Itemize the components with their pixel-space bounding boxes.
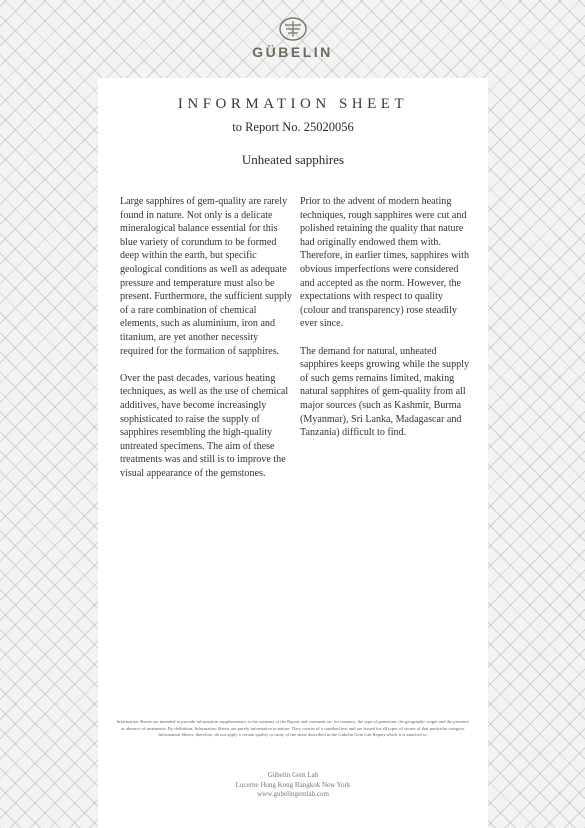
topic-heading: Unheated sapphires: [241, 152, 345, 167]
brand-logo: [0, 16, 585, 60]
lab-name: Gübelin Gem Lab: [267, 771, 319, 779]
footer: [98, 771, 488, 800]
body-column-left: [120, 195, 293, 494]
gubelin-crest-icon: [278, 16, 308, 42]
information-sheet: [98, 78, 488, 828]
paragraph: The demand for natural, unheated sapphires keeps growing while the supply of such gems remains limited, making natural sapphires of gem-quality from all major sources (such as Kashmir, Burma (Myanmar), Sri Lanka, Madagascar and Tanzania) difficult to find.: [300, 345, 470, 439]
website-link[interactable]: www.gubelingemlab.com: [257, 790, 329, 798]
body-column-right: [300, 195, 473, 453]
paragraph: Over the past decades, various heating techniques, as well as the use of chemical additives, have become increasingly sophisticated to raise the supply of sapphires resembling the high-quality untreated specimens. The aim of these treatments was and still is to improve the visual appearance of the gemstones.: [120, 372, 289, 479]
paragraph: Prior to the advent of modern heating techniques, rough sapphires were cut and polished retaining the quality that nature had originally endowed them with. Therefore, in earlier times, sapphires with obvious imperfections were considered and accepted as the norm. However, the expectations with respect to quality (colour and transparency) rose steadily ever since.: [300, 196, 470, 330]
lab-locations: Lucerne Hong Kong Bangkok New York: [235, 780, 351, 789]
report-number: to Report No. 25020056: [232, 120, 354, 134]
paragraph: Large sapphires of gem-quality are rarely found in nature. Not only is a delicate mineralogical balance essential for this blue variety of corundum to be formed deep within the earth, but specific geological conditions as well as adequate pressure and temperature must also be present. Furthermore, the sufficient supply of a rare combination of chemical elements, such as aluminium, iron and titanium, are yet another necessity required for the formation of sapphires.: [120, 196, 292, 357]
brand-name: GÜBELIN: [252, 44, 333, 60]
disclaimer: Information Sheets are intended to provide information supplementary to the contents of the Report and comment on, for instance, the type of gemstone, the geographic origin and the presence or absence of treatments. By definition, Information Sheets are purely informative in nature. They consist of a standard text and are issued for all types of stones of that particular category. Information Sheets, therefore, do not apply a certain quality or rarity of the stone described in the Gübelin Gem Lab Report which it is attached to.: [116, 719, 470, 738]
sheet-title: INFORMATION SHEET: [177, 96, 409, 112]
